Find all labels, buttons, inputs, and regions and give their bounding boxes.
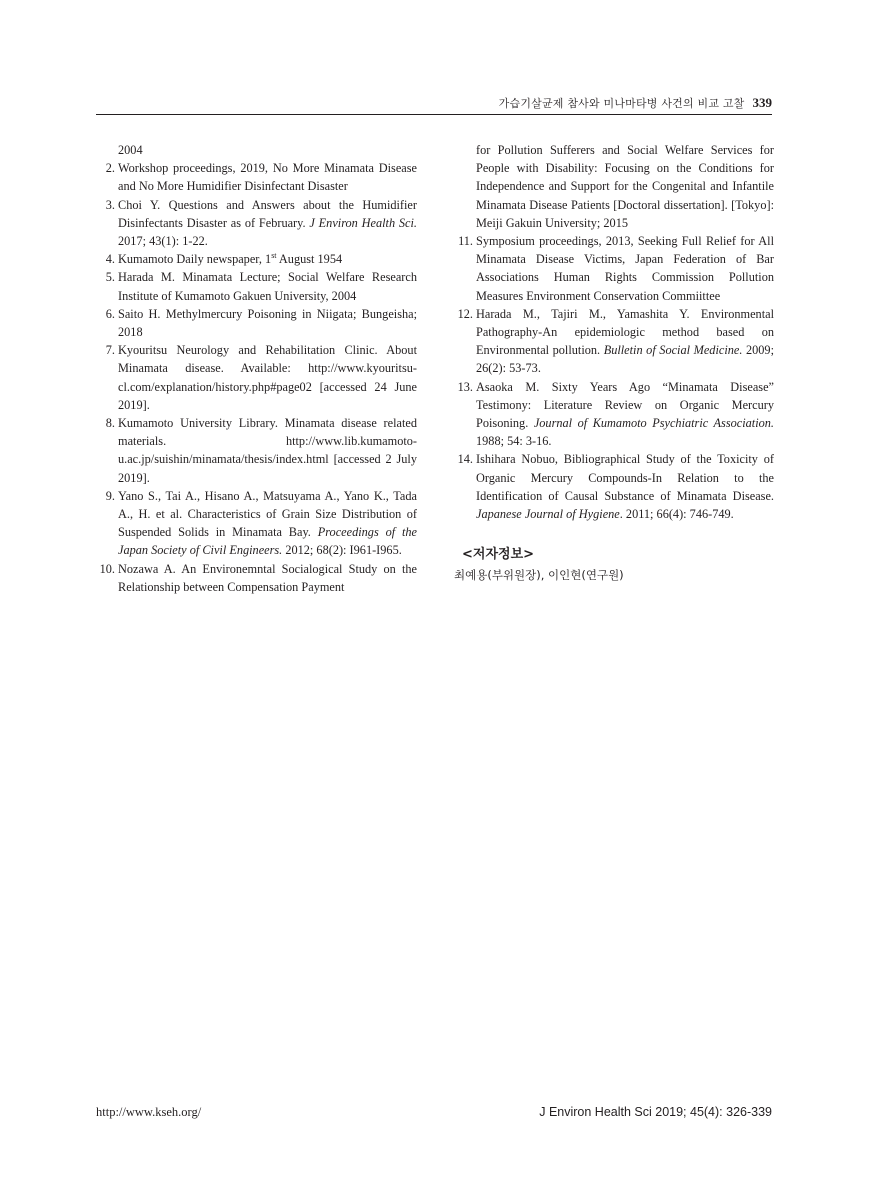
reference-8: 8. Kumamoto University Library. Minamata disease related materials. http://www.lib.kumamoto-u.ac.jp/suishin/minamata/thesis/index.html [accessed 2 July 2019]. bbox=[105, 416, 417, 485]
running-title: 가습기살균제 참사와 미나마타병 사건의 비교 고찰 bbox=[498, 97, 745, 110]
reference-9: 9. Yano S., Tai A., Hisano A., Matsuyama A., Yano K., Tada A., H. et al. Characteristics of Grain Size Distribution of Suspended Solids in Minamata Bay. Proceedings of the Japan Society of Civil Engineers. 2012; 68(2): I961-I965. bbox=[105, 488, 417, 558]
reference-5: 5. Harada M. Minamata Lecture; Social Welfare Research Institute of Kumamoto Gakuen University, 2004 bbox=[105, 270, 417, 303]
reference-3: 3. Choi Y. Questions and Answers about the Humidifier Disinfectants Disaster as of February. J Environ Health Sci. 2017; 43(1): 1-22. bbox=[105, 197, 418, 249]
reference-2: 2. Workshop proceedings, 2019, No More Minamata Disease and No More Humidifier Disinfectant Disaster bbox=[105, 161, 417, 194]
reference-6: 6. Saito H. Methylmercury Poisoning in Niigata; Bungeisha; 2018 bbox=[105, 306, 417, 340]
reference-13: 13. Asaoka M. Sixty Years Ago “Minamata Disease” Testimony: Literature Review on Organic Mercury Poisoning. Journal of Kumamoto Psychiatric Association. 1988; 54: 3-16. bbox=[457, 379, 774, 449]
reference-4: 4. Kumamoto Daily newspaper, 1st August 1954 bbox=[105, 251, 343, 267]
footer-journal-citation: J Environ Health Sci 2019; 45(4): 326-339 bbox=[539, 1105, 772, 1119]
page-number: 339 bbox=[752, 95, 772, 110]
running-header bbox=[96, 92, 772, 115]
reference-1-continuation: 2004 bbox=[118, 143, 143, 157]
reference-10: 10. Nozawa A. An Environemntal Socialogical Study on the Relationship between Compensation Payment bbox=[99, 561, 417, 594]
journal-name: Japanese Journal of Hygiene bbox=[476, 507, 620, 522]
journal-name: Proceedings of the Japan Society of Civil Engineers. bbox=[118, 525, 417, 558]
reference-7: 7. Kyouritsu Neurology and Rehabilitation Clinic. About Minamata disease. Available: http://www.kyouritsu-cl.com/explanation/history.php#page02 [accessed 24 June 2019]. bbox=[105, 343, 417, 412]
right-column bbox=[454, 141, 774, 585]
page-footer bbox=[96, 1105, 772, 1120]
left-column bbox=[96, 141, 417, 596]
journal-name: Journal of Kumamoto Psychiatric Association. bbox=[533, 416, 774, 431]
reference-12: 12. Harada M., Tajiri M., Yamashita Y. Environmental Pathography-An epidemiologic method based on Environmental pollution. Bulletin of Social Medicine. 2009; 26(2): 53-73. bbox=[457, 306, 774, 376]
journal-name: Bulletin of Social Medicine. bbox=[603, 343, 743, 358]
reference-11: 11. Symposium proceedings, 2013, Seeking Full Relief for All Minamata Disease Victims, Japan Federation of Bar Associations Human Rights Commission Pollution Measures Environment Conservation Commiittee bbox=[458, 234, 774, 303]
reference-14: 14. Ishihara Nobuo, Bibliographical Study of the Toxicity of Organic Mercury Compounds-In Relation to the Identification of Causal Substance of Minamata Disease. Japanese Journal of Hygiene. 2011; 66(4): 746-749. bbox=[457, 452, 774, 522]
reference-10-continuation: for Pollution Sufferers and Social Welfare Services for People with Disability: Focusing on the Conditions for Independence and Support for the Congenital and Infantile Minamata Disease Patients [Doctoral dissertation]. [Tokyo]: Meiji Gakuin University; 2015 bbox=[476, 143, 774, 230]
footer-url[interactable]: http://www.kseh.org/ bbox=[96, 1105, 202, 1119]
journal-name: J Environ Health Sci. bbox=[309, 215, 418, 230]
author-names: 최예용(부위원장), 이인현(연구원) bbox=[454, 568, 624, 583]
author-info-heading: <저자정보> bbox=[462, 547, 535, 563]
